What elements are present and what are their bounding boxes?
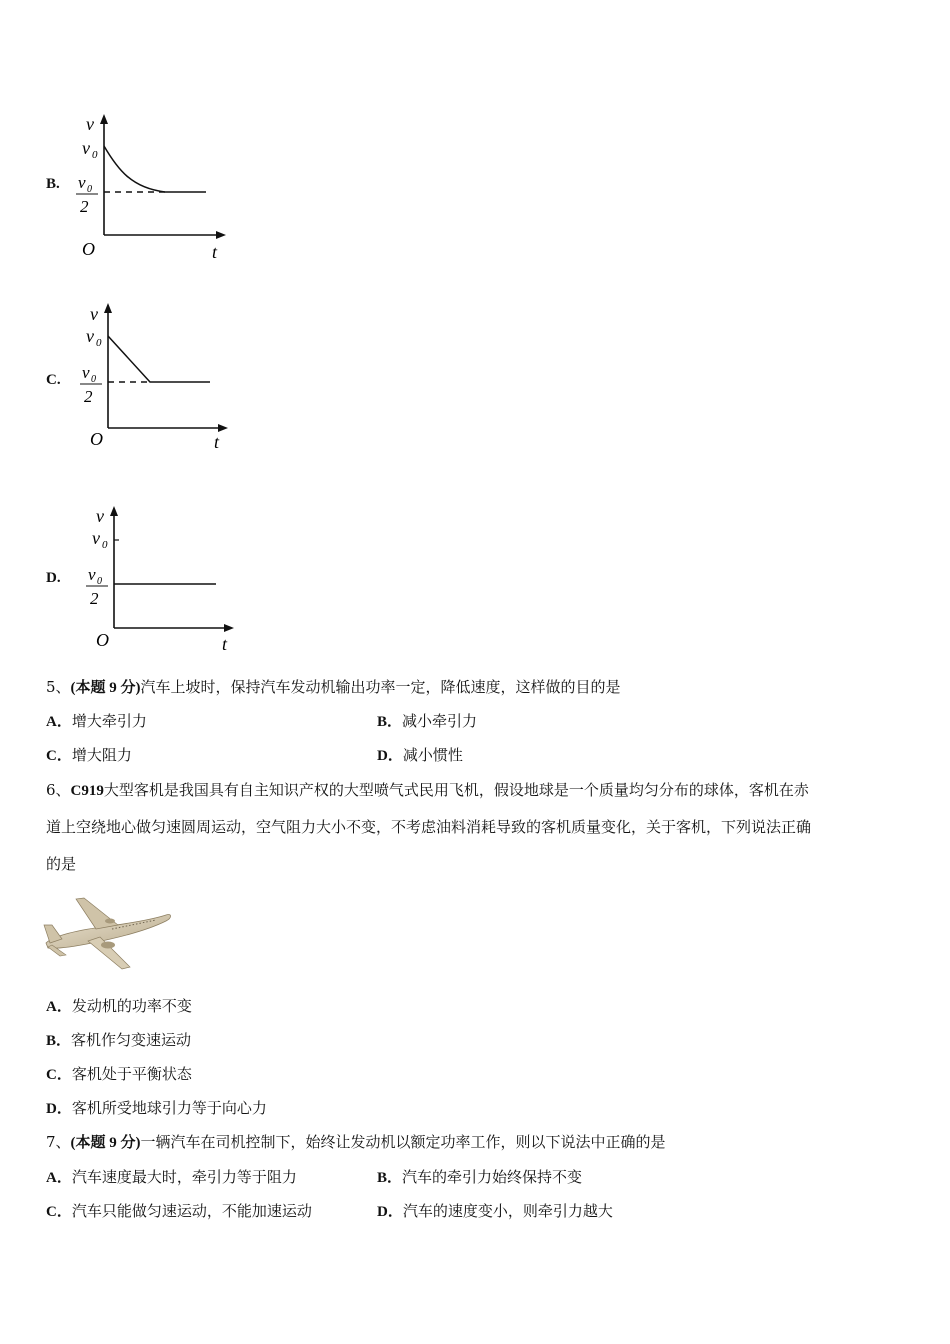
option-c-letter: C. [46, 372, 61, 388]
question-number: 6、 [46, 781, 71, 799]
v0-label: v [86, 326, 94, 346]
v-axis-arrow [104, 303, 112, 313]
question-7-stem [46, 1132, 666, 1153]
origin-label: O [90, 429, 103, 449]
q7-option-c: C．汽车只能做匀速运动，不能加速运动 [46, 1202, 312, 1220]
v0-subscript: 0 [96, 337, 102, 349]
question-6-stem-line1: 6、C919大型客机是我国具有自主知识产权的大型喷气式民用飞机，假设地球是一个质量均匀分布的球体，客机在赤 [46, 781, 809, 799]
q6-option-b: B．客机作匀变速运动 [46, 1031, 192, 1049]
question-score: (本题 9 分) [70, 1135, 141, 1151]
q7-option-a: A．汽车速度最大时，牵引力等于阻力 [46, 1168, 297, 1186]
question-number: 5、 [46, 678, 71, 696]
aircraft-model: C919 [70, 783, 104, 799]
q5-option-d: D．减小惯性 [377, 746, 463, 764]
q6-option-a: A．发动机的功率不变 [46, 997, 192, 1015]
question-number: 7、 [46, 1133, 71, 1151]
t-axis-arrow [216, 231, 226, 239]
t-label: t [222, 634, 228, 654]
question-6-stem-line3: 的是 [46, 855, 77, 873]
velocity-curve [104, 146, 206, 192]
half-denominator: 2 [80, 197, 89, 216]
q7-option-b: B．汽车的牵引力始终保持不变 [377, 1168, 583, 1186]
origin-label: O [96, 630, 109, 650]
velocity-line [108, 336, 210, 382]
question-6-stem-line2: 道上空绕地心做匀速圆周运动，空气阻力大小不变，不考虑油料消耗导致的客机质量变化，关于客机，下列说法正确 [46, 818, 812, 836]
q7-option-d: D．汽车的速度变小，则牵引力越大 [377, 1202, 613, 1220]
half-numerator: v [82, 363, 90, 382]
question-text: 汽车上坡时，保持汽车发动机输出功率一定，降低速度，这样做的目的是 [140, 678, 621, 696]
v0-label: v [82, 138, 90, 158]
half-numerator: v [88, 565, 96, 584]
half-numerator: v [78, 173, 86, 192]
q6-option-c: C．客机处于平衡状态 [46, 1065, 192, 1083]
graph-b [70, 110, 230, 265]
t-label: t [214, 432, 220, 452]
graph-c [74, 298, 234, 456]
graph-d [80, 500, 240, 658]
option-d-letter: D. [46, 570, 61, 586]
v-axis-arrow [110, 506, 118, 516]
v0-label: v [92, 528, 100, 548]
v-axis-arrow [100, 114, 108, 124]
q6-option-d: D．客机所受地球引力等于向心力 [46, 1099, 267, 1117]
t-axis-arrow [218, 424, 228, 432]
origin-label: O [82, 239, 95, 259]
q5-option-b: B．减小牵引力 [377, 712, 478, 730]
v0-subscript: 0 [92, 149, 98, 161]
q5-option-c: C．增大阻力 [46, 746, 132, 764]
question-5-stem [46, 677, 621, 698]
v0-subscript: 0 [102, 539, 108, 551]
question-text: 一辆汽车在司机控制下，始终让发动机以额定功率工作，则以下说法中正确的是 [140, 1133, 666, 1151]
airplane-image [42, 885, 178, 971]
t-axis-arrow [224, 624, 234, 632]
v-label: v [96, 506, 104, 526]
half-numerator-sub: 0 [91, 374, 96, 385]
option-b-letter: B. [46, 176, 60, 192]
t-label: t [212, 242, 218, 262]
half-denominator: 2 [90, 589, 99, 608]
half-denominator: 2 [84, 387, 93, 406]
v-label: v [86, 114, 94, 134]
half-numerator-sub: 0 [87, 184, 92, 195]
v-label: v [90, 304, 98, 324]
question-score: (本题 9 分) [70, 680, 141, 696]
half-numerator-sub: 0 [97, 576, 102, 587]
q5-option-a: A．增大牵引力 [46, 712, 147, 730]
